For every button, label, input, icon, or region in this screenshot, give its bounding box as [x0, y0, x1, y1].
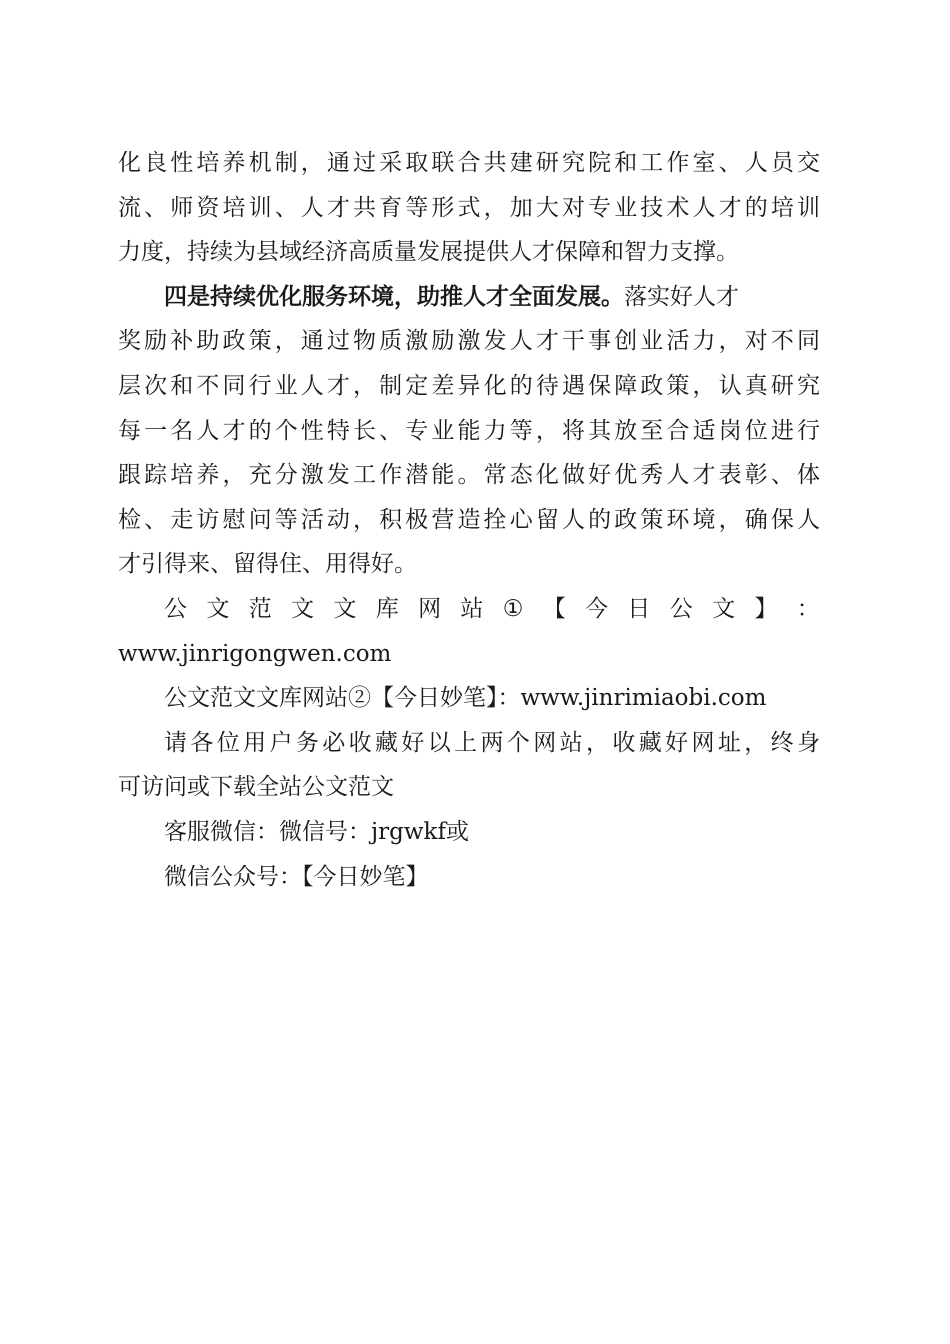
site-one-label [118, 587, 820, 632]
text-line: 请各位用户务必收藏好以上两个网站，收藏好网址，终身 [164, 729, 820, 756]
char: 范 [248, 595, 272, 622]
text-line: 化良性培养机制，通过采取联合共建研究院和工作室、人员交 [118, 150, 820, 176]
char: 公 [164, 595, 187, 622]
text-fragment: 落实好人才 [624, 283, 739, 310]
paragraph-training-mechanism [118, 141, 820, 275]
site-one-url: www.jinrigongwen.com [118, 640, 392, 667]
document-body [118, 141, 820, 899]
char: 公 [669, 595, 693, 622]
char: 库 [375, 595, 399, 622]
paragraph-site-two [118, 676, 820, 721]
text-line: 才引得来、留得住、用得好。 [118, 551, 417, 578]
text-line: 奖励补助政策，通过物质激励激发人才干事创业活力，对不同 [118, 328, 820, 355]
text-line: 每一名人才的个性特长、专业能力等，将其放至合适岗位进行 [118, 417, 820, 444]
char: 】 [754, 595, 778, 622]
char: 文 [206, 595, 230, 622]
text-line: 流、师资培训、人才共育等形式，加大对专业技术人才的培训 [118, 194, 820, 221]
paragraph-service-environment [118, 275, 820, 587]
char: 【 [542, 595, 566, 622]
text-line: 层次和不同行业人才，制定差异化的待遇保障政策，认真研究 [118, 372, 820, 399]
site-two-line: 公文范文文库网站②【今日妙笔】：www.jinrimiaobi.com [164, 685, 767, 712]
paragraph-wechat [118, 855, 820, 900]
wechat-line: 微信公众号：【今日妙笔】 [164, 863, 429, 890]
char: ① [502, 595, 524, 622]
char: ： [796, 595, 820, 622]
char: 日 [627, 595, 651, 622]
paragraph-site-one [118, 587, 820, 676]
char: 文 [291, 595, 315, 622]
text-line: 力度，持续为县域经济高质量发展提供人才保障和智力支撑。 [118, 239, 739, 266]
char: 文 [712, 595, 736, 622]
paragraph-notice [118, 721, 820, 810]
text-line [118, 275, 820, 320]
paragraph-heading: 四是持续优化服务环境，助推人才全面发展。 [164, 282, 624, 310]
paragraph-service [118, 810, 820, 855]
char: 网 [418, 595, 442, 622]
text-line: 检、走访慰问等活动，积极营造拴心留人的政策环境，确保人 [118, 506, 820, 533]
char: 文 [333, 595, 357, 622]
service-line: 客服微信：微信号：jrgwkf或 [164, 818, 469, 845]
char: 站 [460, 595, 484, 622]
text-line: 可访问或下载全站公文范文 [118, 774, 394, 801]
text-line: 跟踪培养，充分激发工作潜能。常态化做好优秀人才表彰、体 [118, 462, 820, 489]
char: 今 [585, 595, 609, 622]
